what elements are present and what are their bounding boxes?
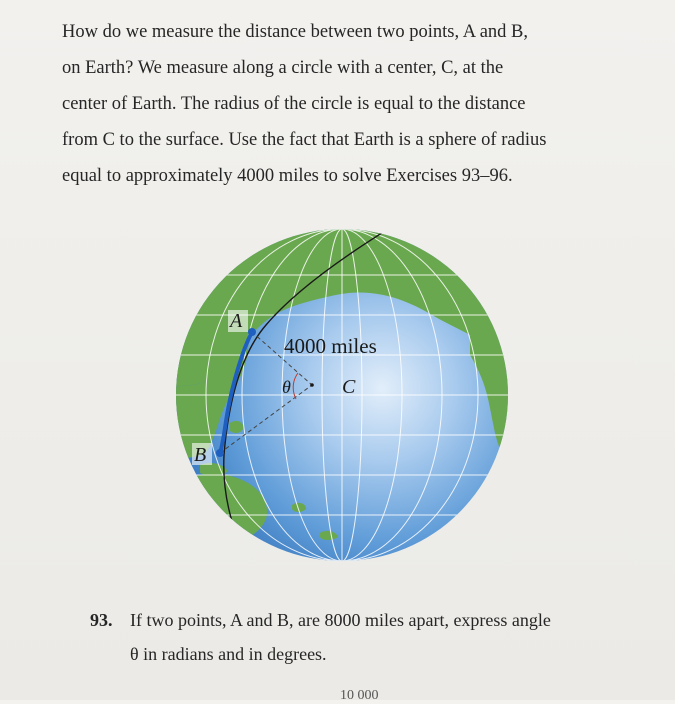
intro-line: center of Earth. The radius of the circle is equal to the distance [62, 94, 526, 114]
intro-line: from C to the surface. Use the fact that Earth is a sphere of radius [62, 130, 547, 150]
intro-line: on Earth? We measure along a circle with a center, C, at the [62, 58, 504, 78]
cutoff-text: 10 000 [340, 688, 379, 703]
center-label: C [342, 376, 356, 398]
point-b-label: B [194, 444, 207, 466]
radius-label: 4000 miles [284, 334, 377, 358]
exercise-text-line: θ in radians and in degrees. [130, 644, 327, 664]
intro-paragraph [62, 14, 622, 194]
point-b-dot [216, 449, 224, 457]
point-a-label: A [230, 310, 243, 332]
intro-line: How do we measure the distance between two points, A and B, [62, 22, 528, 42]
center-dot [310, 383, 314, 387]
exercise-text-line: If two points, A and B, are 8000 miles apart, express angle [130, 610, 551, 630]
earth-figure [170, 215, 515, 570]
point-a-dot [248, 328, 256, 336]
intro-line: equal to approximately 4000 miles to solve Exercises 93–96. [62, 166, 513, 186]
exercise-number: 93. [90, 610, 113, 630]
angle-label: θ [282, 377, 291, 397]
